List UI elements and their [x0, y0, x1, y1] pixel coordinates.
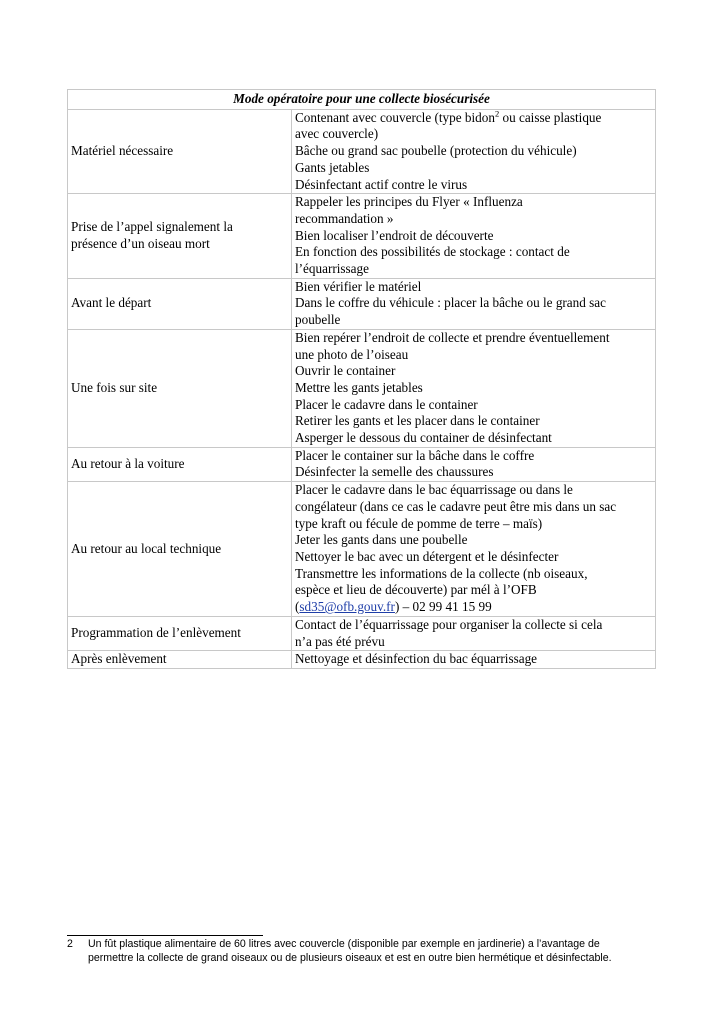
footnote-reference[interactable]: 2 [494, 108, 500, 119]
footnote [67, 937, 667, 965]
table-row [68, 109, 656, 194]
step-label-cell [68, 278, 292, 329]
step-actions-cell [292, 651, 656, 669]
action-line: poubelle [295, 312, 341, 328]
action-line: congélateur (dans ce cas le cadavre peut être mis dans un sac [295, 498, 617, 514]
action-line: l’équarrissage [295, 261, 369, 277]
step-label-cell [68, 651, 292, 669]
footnote-line: permettre la collecte de grand oiseaux ou de plusieurs oiseaux et est en outre bien hermétique et désinfectable. [88, 952, 612, 964]
action-line: Asperger le dessous du container de désinfectant [295, 430, 552, 446]
footnote-text [88, 937, 667, 965]
step-label: Au retour à la voiture [71, 456, 185, 472]
action-line: Nettoyage et désinfection du bac équarrissage [295, 651, 538, 667]
procedure-table [67, 89, 656, 669]
table-row [68, 482, 656, 617]
action-line: Retirer les gants et les placer dans le container [295, 413, 540, 429]
table-row [68, 447, 656, 481]
action-text: ( [295, 599, 300, 615]
step-actions-cell [292, 278, 656, 329]
step-actions-cell [292, 194, 656, 279]
action-line: Désinfecter la semelle des chaussures [295, 464, 494, 480]
action-line: Gants jetables [295, 159, 370, 175]
step-label-cell [68, 109, 292, 194]
action-line: Placer le cadavre dans le container [295, 396, 478, 412]
step-actions-cell [292, 616, 656, 650]
action-line: Mettre les gants jetables [295, 379, 423, 395]
step-label-cell [68, 482, 292, 617]
table-row [68, 616, 656, 650]
table-title: Mode opératoire pour une collecte biosécurisée [68, 90, 656, 110]
action-line: Nettoyer le bac avec un détergent et le désinfecter [295, 548, 559, 564]
step-label-cell [68, 329, 292, 447]
table-row [68, 278, 656, 329]
step-actions-cell [292, 109, 656, 194]
table-body [68, 109, 656, 668]
action-line: Bâche ou grand sac poubelle (protection du véhicule) [295, 143, 577, 159]
step-label: présence d’un oiseau mort [71, 235, 210, 251]
action-line: Placer le container sur la bâche dans le coffre [295, 447, 535, 463]
table-row [68, 651, 656, 669]
action-line: Rappeler les principes du Flyer « Influenza [295, 194, 523, 210]
step-label: Après enlèvement [71, 651, 167, 667]
step-label-cell [68, 194, 292, 279]
step-label: Programmation de l’enlèvement [71, 625, 241, 641]
step-label: Au retour au local technique [71, 540, 222, 556]
action-line: avec couvercle) [295, 126, 379, 142]
step-label: Prise de l’appel signalement la [71, 219, 233, 235]
footnote-line: Un fût plastique alimentaire de 60 litres avec couvercle (disponible par exemple en jardinerie) a l’avantage de [88, 938, 600, 950]
action-line: Ouvrir le container [295, 363, 396, 379]
action-text: ou caisse plastique [499, 109, 602, 125]
action-line: une photo de l’oiseau [295, 346, 409, 362]
step-actions-cell [292, 329, 656, 447]
step-actions-cell [292, 447, 656, 481]
email-link[interactable]: sd35@ofb.gouv.fr [299, 599, 395, 615]
action-text: ) – 02 99 41 15 99 [394, 599, 492, 615]
action-line: Transmettre les informations de la collecte (nb oiseaux, [295, 565, 588, 581]
step-actions-cell [292, 482, 656, 617]
action-line: Bien vérifier le matériel [295, 278, 422, 294]
action-line: recommandation » [295, 210, 394, 226]
table-row [68, 329, 656, 447]
action-line: Jeter les gants dans une poubelle [295, 532, 468, 548]
action-line: Dans le coffre du véhicule : placer la bâche ou le grand sac [295, 295, 606, 311]
step-label: Une fois sur site [71, 379, 158, 395]
action-line [295, 110, 652, 127]
action-line: Placer le cadavre dans le bac équarrissage ou dans le [295, 482, 573, 498]
action-line: Bien repérer l’endroit de collecte et prendre éventuellement [295, 329, 610, 345]
table-row [68, 194, 656, 279]
action-line: espèce et lieu de découverte) par mél à l’OFB [295, 582, 537, 598]
action-line: Bien localiser l’endroit de découverte [295, 227, 494, 243]
action-line: Désinfectant actif contre le virus [295, 176, 468, 192]
action-line: En fonction des possibilités de stockage : contact de [295, 244, 570, 260]
action-text: Contenant avec couvercle (type bidon [295, 109, 495, 125]
action-line: type kraft ou fécule de pomme de terre – maïs) [295, 515, 543, 531]
step-label: Avant le départ [71, 295, 152, 311]
footnote-separator [67, 935, 263, 936]
action-line: Contact de l’équarrissage pour organiser la collecte si cela [295, 616, 603, 632]
footnote-number: 2 [67, 938, 73, 950]
action-line: n’a pas été prévu [295, 633, 385, 649]
table-header-row [68, 90, 656, 110]
step-label-cell [68, 447, 292, 481]
step-label: Matériel nécessaire [71, 143, 174, 159]
action-line [295, 599, 652, 616]
step-label-cell [68, 616, 292, 650]
